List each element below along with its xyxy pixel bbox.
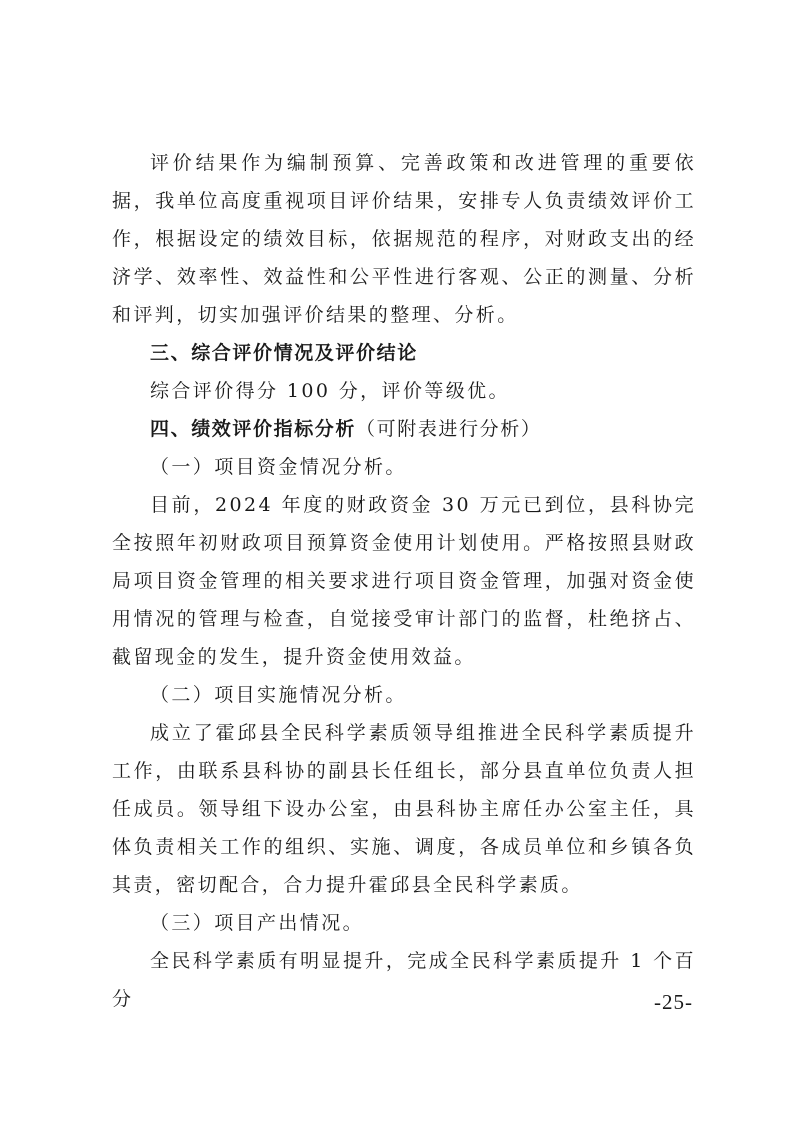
paragraph-evaluation-results: 评价结果作为编制预算、完善政策和改进管理的重要依据，我单位高度重视项目评价结果，安排专人负责绩效评价工作，根据设定的绩效目标，依据规范的程序，对财政支出的经济学、效率性、效益性和公平性进行客观、公正的测量、分析和评判，切实加强评价结果的整理、分析。 xyxy=(112,152,696,326)
subheading-funds-analysis: （一）项目资金情况分析。 xyxy=(150,456,407,478)
paragraph-output: 全民科学素质有明显提升，完成全民科学素质提升 1 个百分 xyxy=(112,950,696,1010)
subheading-implementation-analysis: （二）项目实施情况分析。 xyxy=(150,684,407,706)
section-heading-3: 三、综合评价情况及评价结论 xyxy=(150,342,418,364)
paragraph-funds: 目前，2024 年度的财政资金 30 万元已到位，县科协完全按照年初财政项目预算资金使用计划使用。严格按照县财政局项目资金管理的相关要求进行项目资金管理，加强对资金使用情况的管理与检查，自觉接受审计部门的监督，杜绝挤占、截留现金的发生，提升资金使用效益。 xyxy=(112,494,696,668)
subheading-output: （三）项目产出情况。 xyxy=(150,912,365,934)
paragraph-overall-score: 综合评价得分 100 分，评价等级优。 xyxy=(150,380,510,402)
page-number: -25- xyxy=(654,990,693,1014)
section-heading-4-note: （可附表进行分析） xyxy=(356,418,542,440)
section-heading-4-title: 四、绩效评价指标分析 xyxy=(150,418,357,440)
section-heading-4 xyxy=(112,410,696,448)
body-text xyxy=(112,144,696,1018)
paragraph-implementation: 成立了霍邱县全民科学素质领导组推进全民科学素质提升工作，由联系县科协的副县长任组长，部分县直单位负责人担任成员。领导组下设办公室，由县科协主席任办公室主任，具体负责相关工作的组织、实施、调度，各成员单位和乡镇各负其责，密切配合，合力提升霍邱县全民科学素质。 xyxy=(112,722,696,896)
